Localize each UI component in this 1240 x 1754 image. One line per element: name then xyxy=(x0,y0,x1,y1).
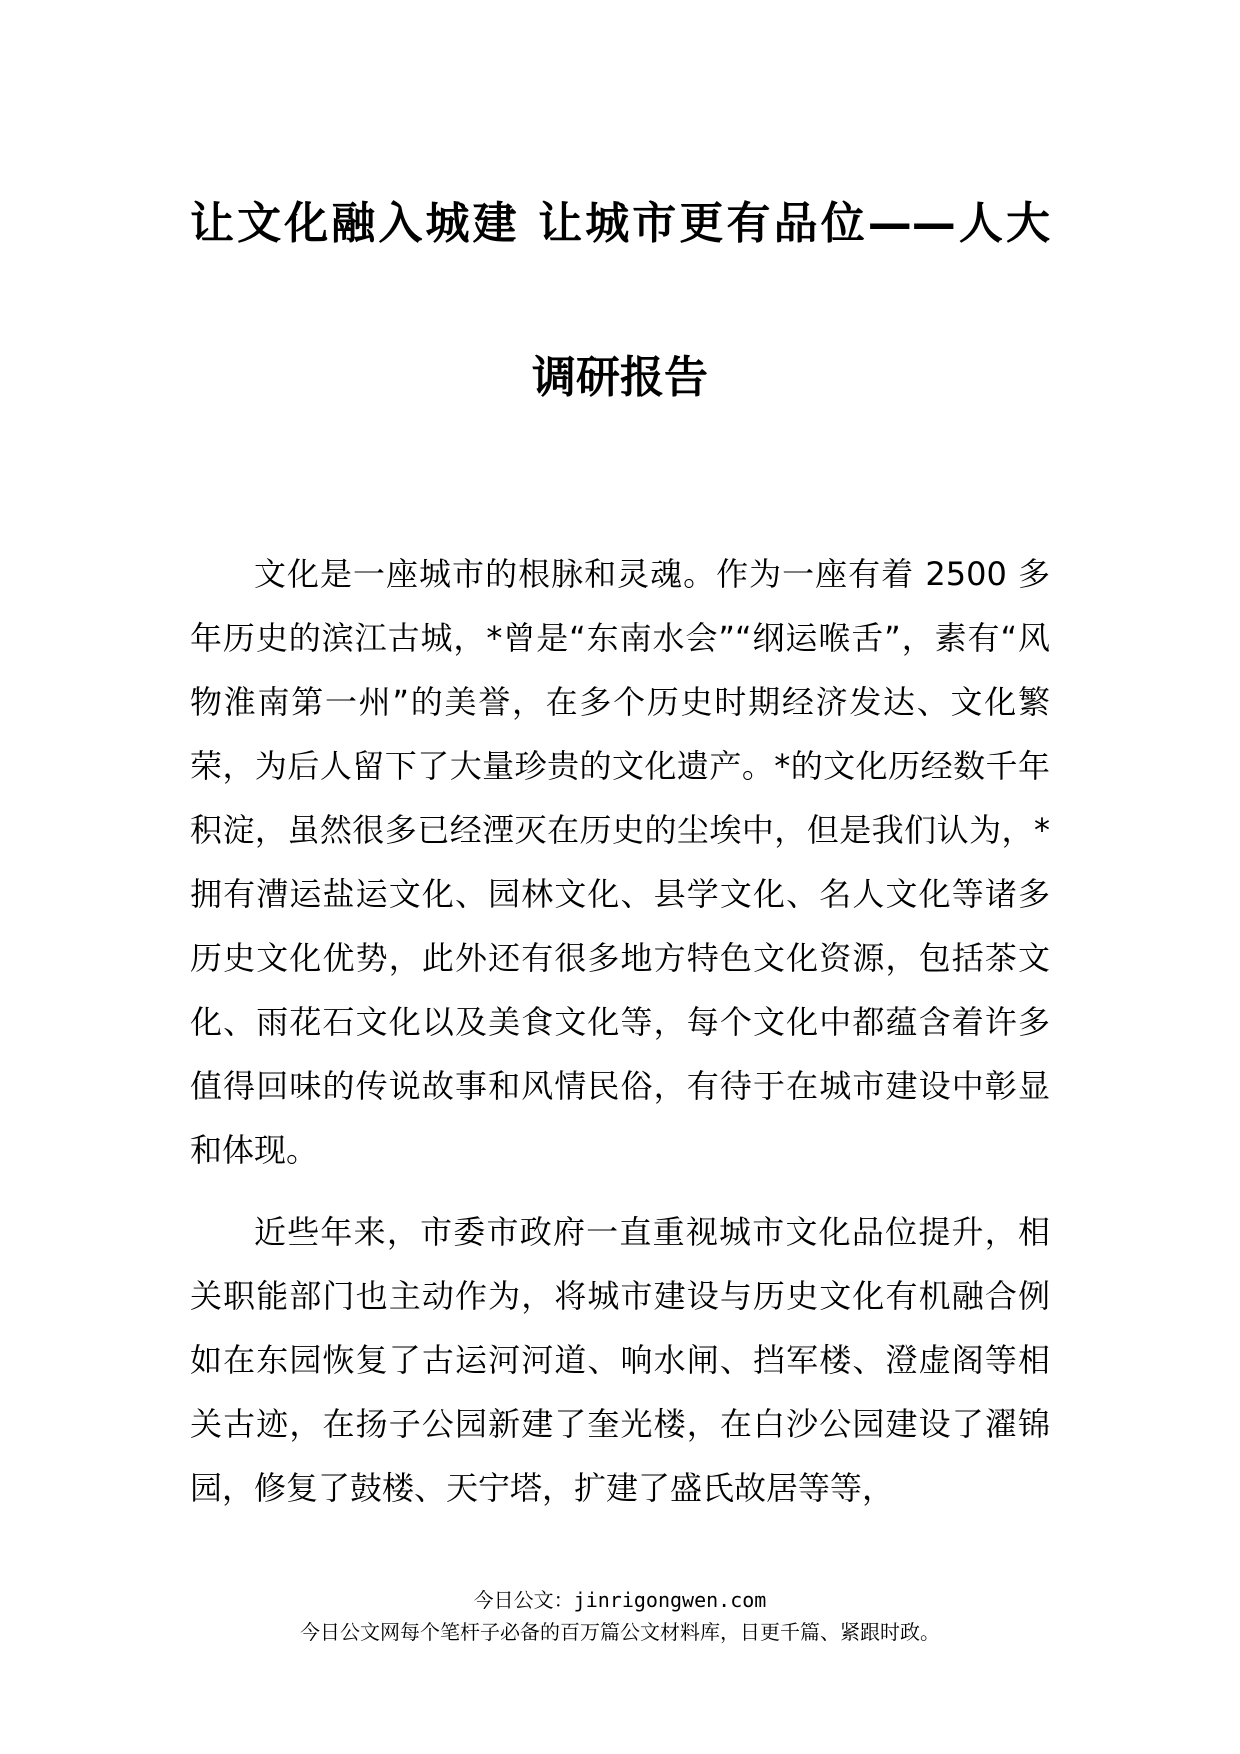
paragraph-1: 文化是一座城市的根脉和灵魂。作为一座有着 2500 多年历史的滨江古城，*曾是“东南水会”“纲运喉舌”，素有“风物淮南第一州”的美誉，在多个历史时期经济发达、文化繁荣，为后人留下了大量珍贵的文化遗产。*的文化历经数千年积淀，虽然很多已经湮灭在历史的尘埃中，但是我们认为，*拥有漕运盐运文化、园林文化、县学文化、名人文化等诸多历史文化优势，此外还有很多地方特色文化资源，包括茶文化、雨花石文化以及美食文化等，每个文化中都蕴含着许多值得回味的传说故事和风情民俗，有待于在城市建设中彰显和体现。 xyxy=(190,555,1050,1169)
page-footer xyxy=(0,1584,1240,1648)
document-title-line-1: 让文化融入城建 让城市更有品位——人大 xyxy=(190,198,1050,249)
footer-url: jinrigongwen.com xyxy=(573,1588,767,1612)
document-body xyxy=(190,542,1050,1538)
document-title-line-2: 调研报告 xyxy=(532,352,708,403)
footer-label: 今日公文： xyxy=(473,1588,574,1612)
footer-source xyxy=(0,1584,1240,1616)
footer-tagline: 今日公文网每个笔杆子必备的百万篇公文材料库，日更千篇、紧跟时政。 xyxy=(300,1620,940,1644)
paragraph-2: 近些年来，市委市政府一直重视城市文化品位提升，相关职能部门也主动作为，将城市建设与历史文化有机融合例如在东园恢复了古运河河道、响水闸、挡军楼、澄虚阁等相关古迹，在扬子公园新建了奎光楼，在白沙公园建设了濯锦园，修复了鼓楼、天宁塔，扩建了盛氏故居等等， xyxy=(190,1213,1050,1507)
